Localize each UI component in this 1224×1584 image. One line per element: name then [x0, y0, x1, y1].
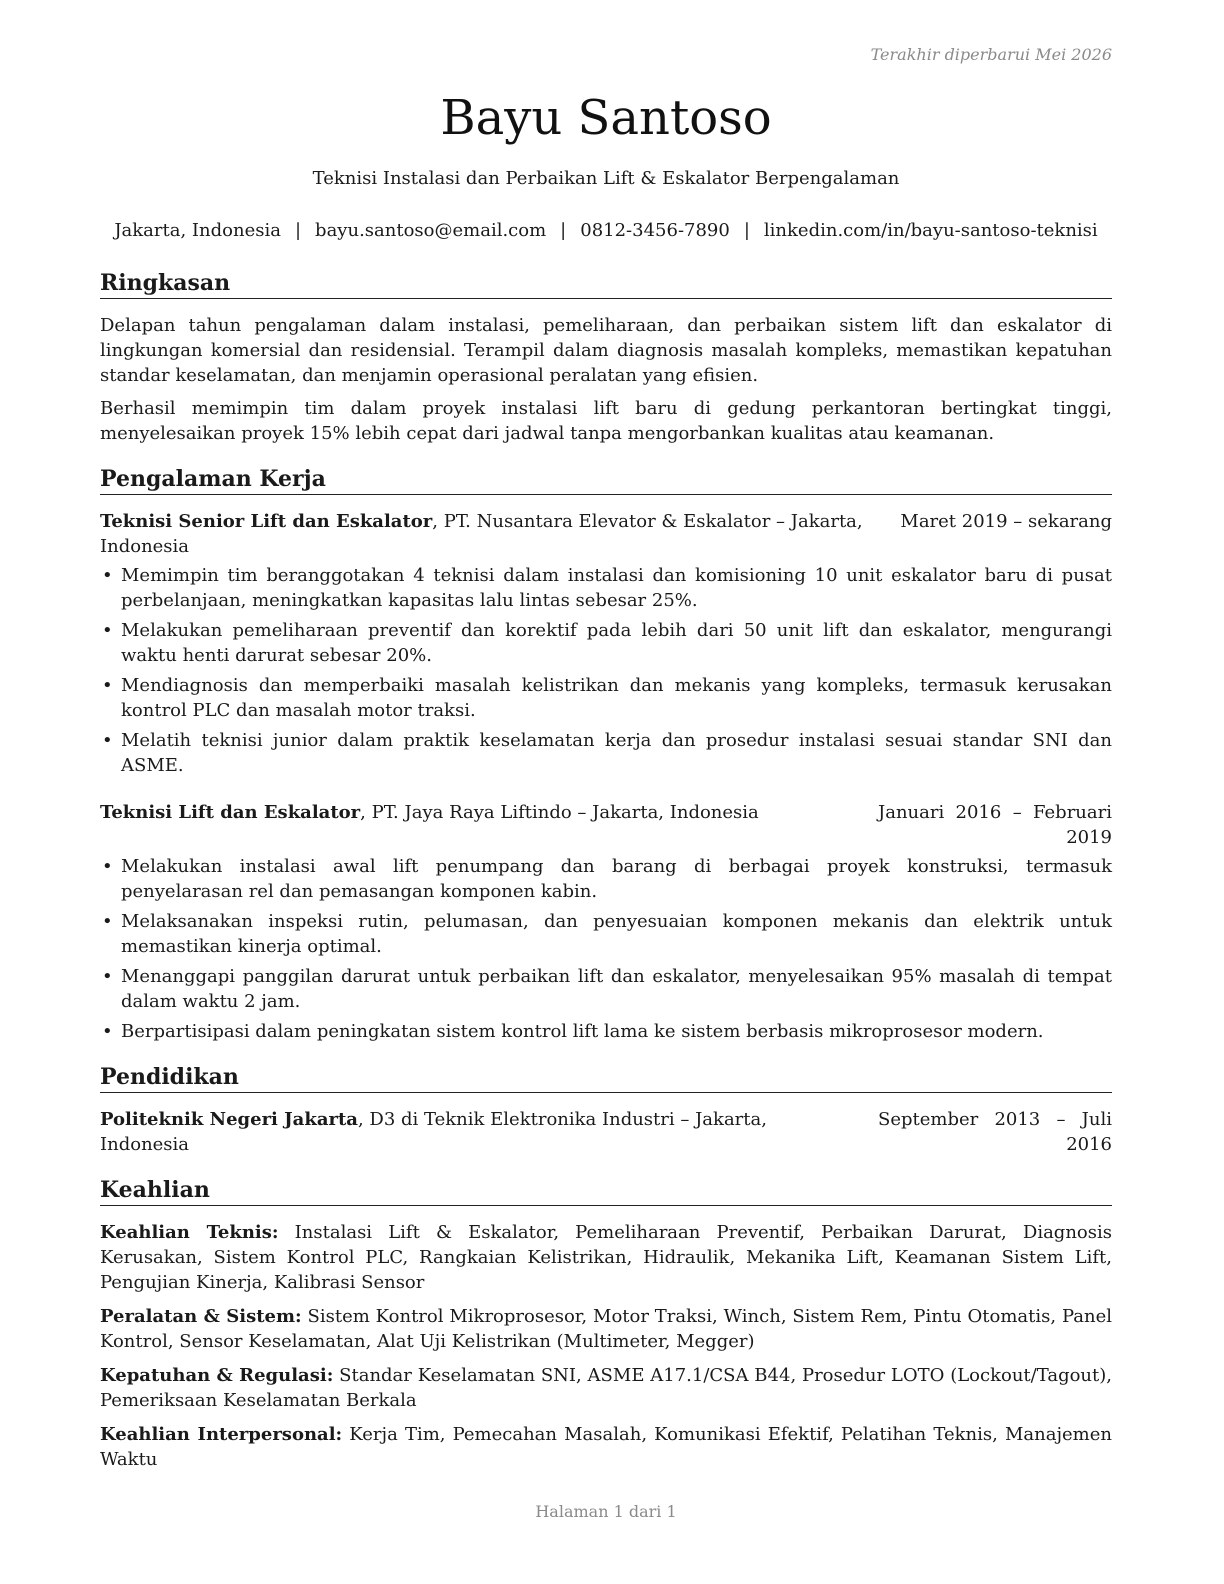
contact-separator: | [743, 220, 750, 241]
education-line [100, 1107, 858, 1157]
education-section [100, 1062, 1112, 1157]
contact-email[interactable]: bayu.santoso@email.com [315, 220, 547, 241]
resume-content [100, 268, 1112, 1490]
job-bullet: • Memimpin tim beranggotakan 4 teknisi dalam instalasi dan komisioning 10 unit eskalator baru di pusat perbelanjaan, meningkatkan kapasitas lalu lintas sebesar 25%. [102, 565, 1112, 611]
job-role: Teknisi Lift dan Eskalator [100, 802, 361, 823]
job-entry [100, 509, 1112, 778]
skill-group-label: Kepatuhan & Regulasi: [100, 1365, 334, 1386]
job-role: Teknisi Senior Lift dan Eskalator [100, 511, 433, 532]
job-bullet: • Melakukan instalasi awal lift penumpang dan barang di berbagai proyek konstruksi, termasuk penyelarasan rel dan pemasangan komponen kabin. [102, 856, 1112, 902]
bullet-dot: • [102, 911, 113, 932]
job-bullets [100, 854, 1112, 1044]
skill-group-text: Standar Keselamatan SNI, ASME A17.1/CSA B44, Prosedur LOTO (Lockout/Tagout), Pemeriksaan Keselamatan Berkala [100, 1365, 1112, 1411]
section-title-education: Pendidikan [100, 1062, 1112, 1093]
skill-group-label: Keahlian Interpersonal: [100, 1424, 343, 1445]
candidate-name: Bayu Santoso [440, 90, 772, 146]
bullet-dot: • [102, 856, 113, 877]
skill-group [100, 1363, 1112, 1413]
education-detail: , D3 di Teknik Elektronika Industri – Jakarta, Indonesia [100, 1109, 767, 1155]
last-updated: Terakhir diperbarui Mei 2026 [870, 45, 1112, 64]
section-title-skills: Keahlian [100, 1175, 1112, 1206]
education-entry [100, 1107, 1112, 1157]
skills-section [100, 1175, 1112, 1472]
contact-separator: | [294, 220, 302, 241]
summary-paragraph: Berhasil memimpin tim dalam proyek instalasi lift baru di gedung perkantoran bertingkat tinggi, menyelesaikan proyek 15% lebih cepat dari jadwal tanpa mengorbankan kualitas atau keamanan. [100, 398, 1112, 444]
bullet-dot: • [102, 620, 113, 641]
bullet-dot: • [102, 1021, 113, 1042]
candidate-headline: Teknisi Instalasi dan Perbaikan Lift & Eskalator Berpengalaman [312, 168, 900, 189]
education-dates: September 2013 – Juli 2016 [878, 1109, 1112, 1155]
education-school: Politeknik Negeri Jakarta [100, 1109, 358, 1130]
bullet-dot: • [102, 966, 113, 987]
resume-page [100, 0, 1112, 1584]
contact-phone: 0812-3456-7890 [580, 220, 730, 241]
bullet-dot: • [102, 565, 113, 586]
job-title-line [100, 800, 858, 850]
job-dates: Januari 2016 – Februari 2019 [878, 802, 1112, 848]
job-bullet: • Melaksanakan inspeksi rutin, pelumasan, dan penyesuaian komponen mekanis dan elektrik untuk memastikan kinerja optimal. [102, 911, 1112, 957]
job-bullet: • Menanggapi panggilan darurat untuk perbaikan lift dan eskalator, menyelesaikan 95% masalah di tempat dalam waktu 2 jam. [102, 966, 1112, 1012]
skill-group-text: Sistem Kontrol Mikroprosesor, Motor Traksi, Winch, Sistem Rem, Pintu Otomatis, Panel Kontrol, Sensor Keselamatan, Alat Uji Kelistrikan (Multimeter, Megger) [100, 1306, 1112, 1352]
contact-line [100, 218, 1112, 244]
section-title-summary: Ringkasan [100, 268, 1112, 299]
bullet-dot: • [102, 675, 113, 696]
skill-group-text: Kerja Tim, Pemecahan Masalah, Komunikasi Efektif, Pelatihan Teknis, Manajemen Waktu [100, 1424, 1112, 1470]
experience-section [100, 464, 1112, 1044]
job-header [100, 509, 1112, 559]
skill-group-label: Peralatan & Sistem: [100, 1306, 302, 1327]
summary-section [100, 268, 1112, 446]
skill-group-text: Instalasi Lift & Eskalator, Pemeliharaan Preventif, Perbaikan Darurat, Diagnosis Kerusakan, Sistem Kontrol PLC, Rangkaian Kelistrikan, Hidraulik, Mekanika Lift, Keamanan Sistem Lift, Pengujian Kinerja, Kalibrasi Sensor [100, 1222, 1112, 1293]
job-bullet: • Berpartisipasi dalam peningkatan sistem kontrol lift lama ke sistem berbasis mikroprosesor modern. [102, 1021, 1044, 1042]
section-title-experience: Pengalaman Kerja [100, 464, 1112, 495]
job-bullet: • Melatih teknisi junior dalam praktik keselamatan kerja dan prosedur instalasi sesuai standar SNI dan ASME. [102, 730, 1112, 776]
summary-paragraph: Delapan tahun pengalaman dalam instalasi, pemeliharaan, dan perbaikan sistem lift dan eskalator di lingkungan komersial dan residensial. Terampil dalam diagnosis masalah kompleks, memastikan kepatuhan standar keselamatan, dan menjamin operasional peralatan yang efisien. [100, 315, 1112, 386]
job-dates: Maret 2019 – sekarang [900, 511, 1112, 532]
job-header [100, 800, 1112, 850]
contact-separator: | [560, 220, 567, 241]
skill-group [100, 1220, 1112, 1295]
contact-linkedin[interactable]: linkedin.com/in/bayu-santoso-teknisi [763, 220, 1098, 241]
skill-group-label: Keahlian Teknis: [100, 1222, 279, 1243]
job-title-line [100, 509, 880, 559]
job-bullet: • Mendiagnosis dan memperbaiki masalah kelistrikan dan mekanis yang kompleks, termasuk kerusakan kontrol PLC dan masalah motor traksi. [102, 675, 1112, 721]
contact-location: Jakarta, Indonesia [114, 220, 281, 241]
job-entry [100, 800, 1112, 1044]
page-number: Halaman 1 dari 1 [535, 1502, 677, 1521]
job-company: , PT. Jaya Raya Liftindo – Jakarta, Indonesia [360, 802, 759, 823]
job-company: , PT. Nusantara Elevator & Eskalator – Jakarta, Indonesia [100, 511, 863, 557]
skill-group [100, 1422, 1112, 1472]
job-bullet: • Melakukan pemeliharaan preventif dan korektif pada lebih dari 50 unit lift dan eskalator, mengurangi waktu henti darurat sebesar 20%. [102, 620, 1112, 666]
skill-group [100, 1304, 1112, 1354]
bullet-dot: • [102, 730, 113, 751]
job-bullets [100, 563, 1112, 778]
